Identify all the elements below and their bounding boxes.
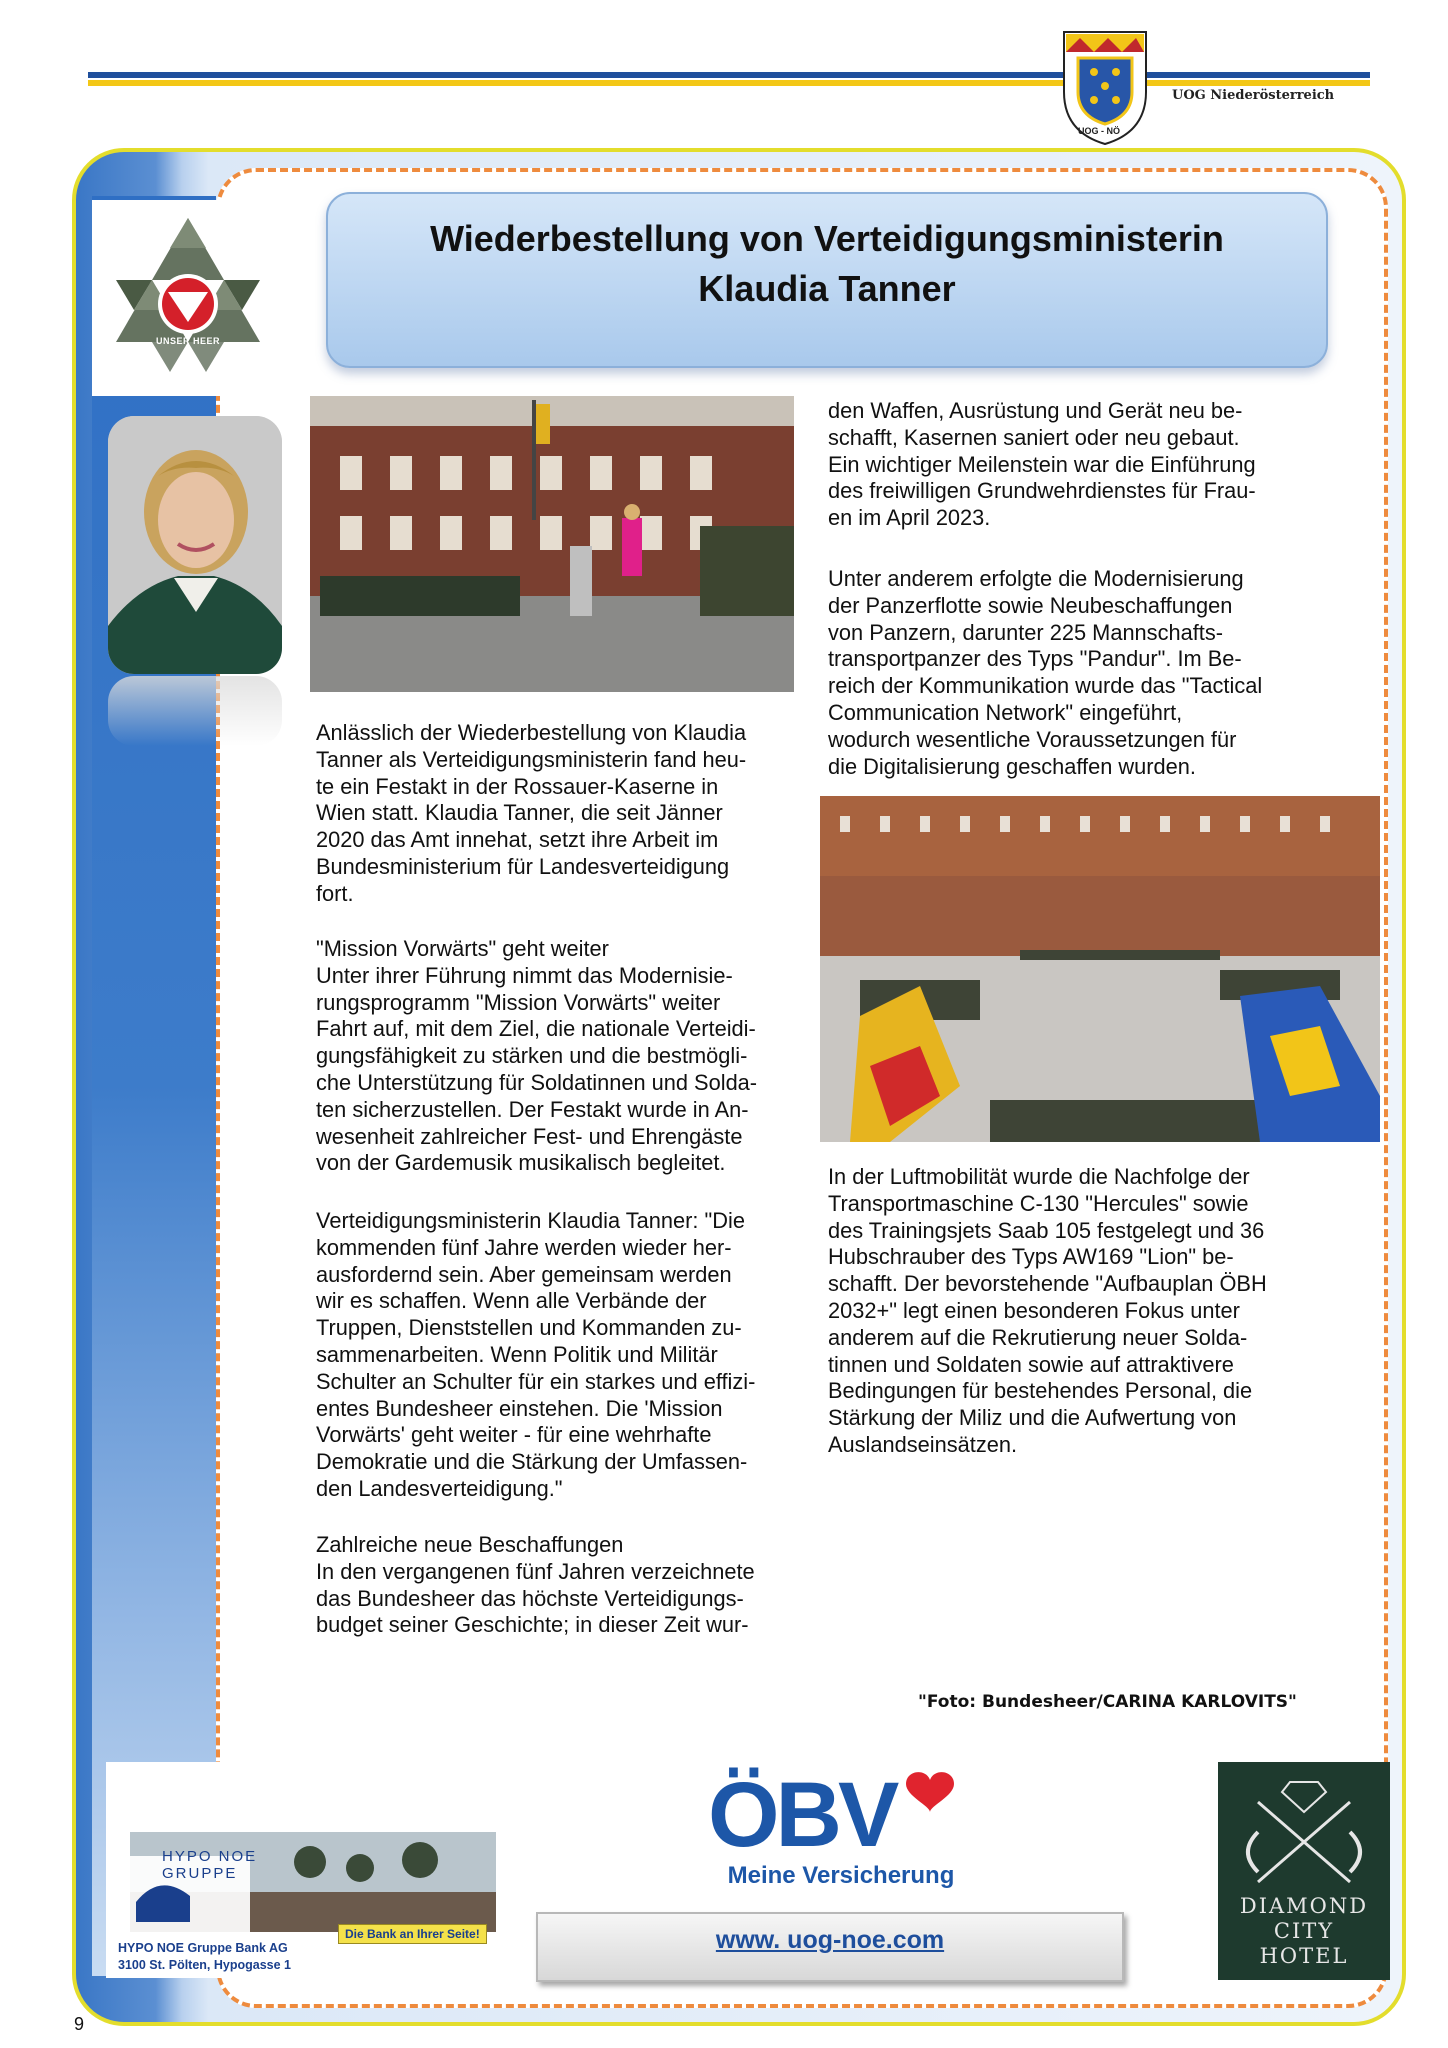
article-title-box [326,192,1328,368]
website-link-box[interactable] [536,1912,1124,1982]
col2-paragraph-3: In der Luftmobilität wurde die Nachfolge der Transportmaschine C-130 "Hercules" sowie des Trainingsjets Saab 105 festgelegt und 36 Hubschrauber des Typs AW169 "Lion" be- schafft. Der bevorstehende "Aufbauplan ÖBH 2032+" legt einen besonderen Fokus unter anderem auf die Rekrutierung neuer Solda- tinnen und Soldaten sowie auf attraktivere Bedingungen für bestehendes Personal, die Stärkung der Miliz und die Aufwertung von Auslandseinsätzen. [828,1164,1267,1457]
col2-paragraph-1: den Waffen, Ausrüstung und Gerät neu be- schafft, Kasernen saniert oder neu gebaut. Ein wichtiger Meilenstein war die Einführung des freiwilligen Grundwehrdienstes für Frau- en im April 2023. [828,398,1256,531]
hypo-slogan: Die Bank an Ihrer Seite! [338,1924,487,1944]
title-line-2: Klaudia Tanner [698,268,956,309]
bundesheer-logo [92,200,284,396]
header-rule-blue [88,72,1370,78]
col1-paragraph-4: Zahlreiche neue Beschaffungen In den vergangenen fünf Jahren verzeichnete das Bundesheer das höchste Verteidigungs- budget seiner Geschichte; in dieser Zeit wur- [316,1532,755,1638]
org-name: UOG Niederösterreich [1172,88,1335,103]
photo-parade-courtyard [820,796,1380,1142]
photo-ceremony-speech [310,396,794,692]
diamond-city-hotel-logo [1218,1762,1390,1980]
army-logo-label: UNSER HEER [155,336,220,346]
obv-logo [706,1766,976,1854]
portrait-klaudia-tanner [108,416,282,674]
photo-credit: "Foto: Bundesheer/CARINA KARLOVITS" [918,1692,1297,1712]
crest-text: UOG - NÖ [1078,126,1120,136]
uog-crest-logo [1060,28,1150,146]
obv-logo-text: ÖBV [708,1766,896,1854]
portrait-reflection [108,676,282,746]
col1-paragraph-2: "Mission Vorwärts" geht weiter Unter ihrer Führung nimmt das Modernisie- rungsprogramm "Mission Vorwärts" weiter Fahrt auf, mit dem Ziel, die nationale Verteidi- gungsfähigkeit zu stärken und die bestmögli- che Unterstützung für Soldatinnen und Solda- ten sicherzustellen. Der Festakt wurde in An- wesenheit zahlreicher Fest- und Ehrengäste von der Gardemusik musikalisch begleitet. [316,936,758,1176]
hypo-logo: HYPO NOE GRUPPE [162,1848,258,1882]
obv-subtitle: Meine Versicherung [727,1862,955,1889]
col1-paragraph-3: Verteidigungsministerin Klaudia Tanner: "Die kommenden fünf Jahre werden wieder her- ausfordernd sein. Aber gemeinsam werden wir es schaffen. Wenn alle Verbände der Truppen, Dienststellen und Kommanden zu- sammenarbeiten. Wenn Politik und Militär Schulter an Schulter für ein starkes und effizi- entes Bundesheer einstehen. Die 'Mission Vorwärts' geht weiter - für eine wehrhafte Demokratie und die Stärkung der Umfassen- den Landesverteidigung." [316,1208,756,1501]
col2-paragraph-2: Unter anderem erfolgte die Modernisierung der Panzerflotte sowie Neubeschaffungen von Panzern, darunter 225 Mannschafts- transportpanzer des Typs "Pandur". Im Be- reich der Kommunikation wurde das "Tactical Communication Network" eingeführt, wodurch wesentliche Voraussetzungen für die Digitalisierung geschaffen wurden. [828,566,1263,779]
title-line-1: Wiederbestellung von Verteidigungsministerin [430,218,1224,259]
article-title [328,214,1326,314]
hypo-address: HYPO NOE Gruppe Bank AG 3100 St. Pölten, Hypogasse 1 [118,1941,291,1972]
header-rule-yellow [88,80,1370,86]
hotel-name: DIAMOND CITY HOTEL [1239,1894,1369,1968]
website-link[interactable]: www. uog-noe.com [715,1926,945,1954]
col1-paragraph-1: Anlässlich der Wiederbestellung von Klaudia Tanner als Verteidigungsministerin fand heu- te ein Festakt in der Rossauer-Kaserne in Wien statt. Klaudia Tanner, die seit Jänner 2020 das Amt innehat, setzt ihre Arbeit im Bundesministerium für Landesverteidigung fort. [316,720,747,906]
page-number: 9 [74,2014,85,2034]
hypo-noe-ad [106,1762,502,1978]
hypo-building-image [130,1832,496,1932]
